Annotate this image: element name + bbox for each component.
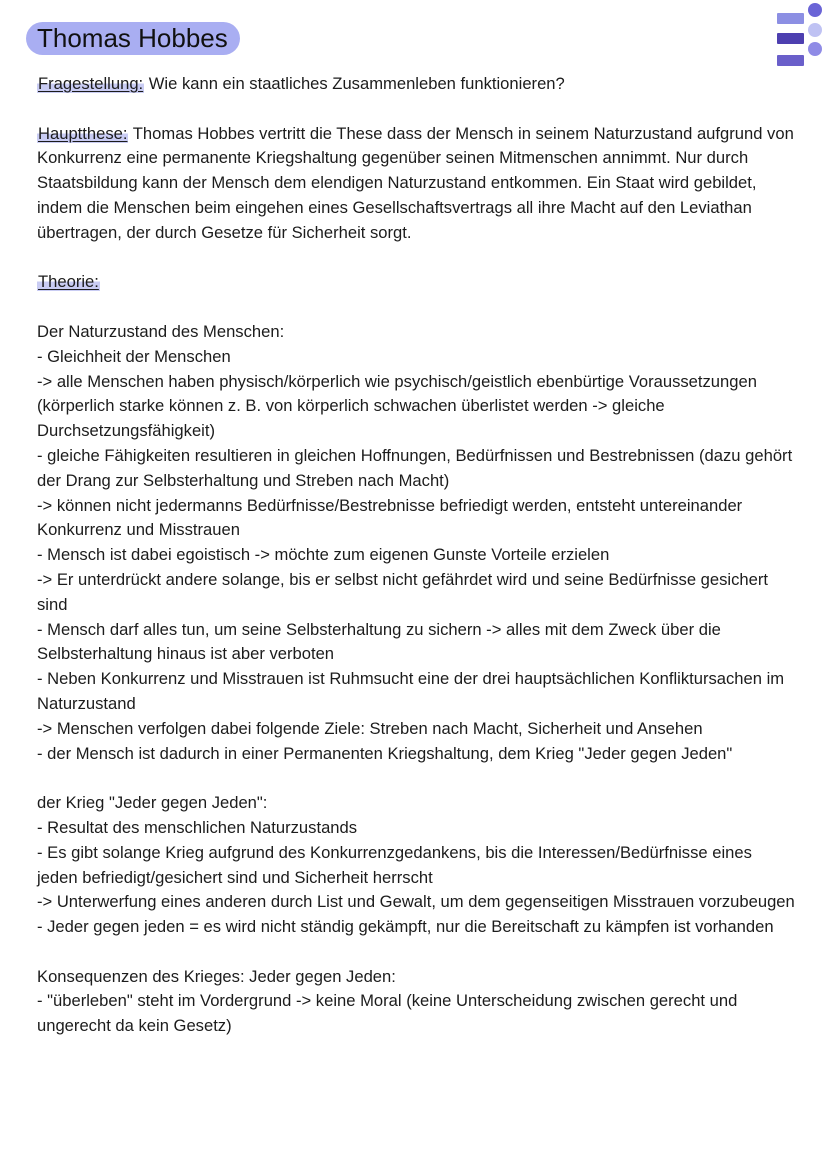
list-item: - Mensch darf alles tun, um seine Selbsterhaltung zu sichern -> alles mit dem Zweck über die Selbsterhaltung hinaus ist aber verboten <box>37 619 721 664</box>
list-item: - Resultat des menschlichen Naturzustands <box>37 817 358 837</box>
list-item: - Gleichheit der Menschen <box>37 346 231 366</box>
page-title: Thomas Hobbes <box>26 22 240 55</box>
thesis-paragraph <box>37 122 797 246</box>
list-item: -> Menschen verfolgen dabei folgende Ziele: Streben nach Macht, Sicherheit und Ansehen <box>37 718 703 738</box>
list-item: - Mensch ist dabei egoistisch -> möchte zum eigenen Gunste Vorteile erzielen <box>37 545 610 565</box>
section-heading-konsequenzen: Konsequenzen des Krieges: Jeder gegen Jeden: <box>37 966 396 986</box>
list-item: -> Er unterdrückt andere solange, bis er selbst nicht gefährdet wird und seine Bedürfnisse gesichert sind <box>37 569 768 614</box>
list-item: - "überleben" steht im Vordergrund -> keine Moral (keine Unterscheidung zwischen gerecht und ungerecht da kein Gesetz) <box>37 991 738 1036</box>
fragestellung-text: Wie kann ein staatliches Zusammenleben funktionieren? <box>144 74 565 93</box>
list-item: -> alle Menschen haben physisch/körperlich wie psychisch/geistlich ebenbürtige Voraussetzungen (körperlich starke können z. B. von körperlich schwachen überlistet werden -> gleiche Durchsetzungsfähigkeit) <box>37 371 757 441</box>
list-item: - Es gibt solange Krieg aufgrund des Konkurrenzgedankens, bis die Interessen/Bedürfnisse eines jeden befriedigt/gesichert sind und Sicherheit herrscht <box>37 842 752 887</box>
list-item: - Neben Konkurrenz und Misstrauen ist Ruhmsucht eine der drei hauptsächlichen Konfliktursachen im Naturzustand <box>37 669 785 713</box>
question-paragraph <box>37 72 797 97</box>
section-heading-naturzustand: Der Naturzustand des Menschen: <box>37 321 285 341</box>
notes-body <box>37 72 797 1039</box>
list-item: - der Mensch ist dadurch in einer Permanenten Kriegshaltung, dem Krieg "Jeder gegen Jeden" <box>37 743 733 763</box>
fragestellung-label: Fragestellung: <box>38 74 144 93</box>
list-item: - Jeder gegen jeden = es wird nicht ständig gekämpft, nur die Bereitschaft zu kämpfen ist vorhanden <box>37 917 774 937</box>
theorie-label: Theorie: <box>38 272 99 292</box>
theory-paragraph <box>37 270 797 295</box>
list-item: -> können nicht jedermanns Bedürfnisse/Bestrebnisse befriedigt werden, entsteht untereinander Konkurrenz und Misstrauen <box>37 495 743 540</box>
list-item: - gleiche Fähigkeiten resultieren in gleichen Hoffnungen, Bedürfnissen und Bestrebnissen (dazu gehört der Drang zur Selbsterhaltung und Streben nach Macht) <box>37 445 793 490</box>
list-item: -> Unterwerfung eines anderen durch List und Gewalt, um dem gegenseitigen Misstrauen vorzubeugen <box>37 892 795 912</box>
hauptthese-text: Thomas Hobbes vertritt die These dass der Mensch in seinem Naturzustand aufgrund von Konkurrenz eine permanente Kriegshaltung gegenüber seinen Mitmenschen annimmt. Nur durch Staatsbildung kann der Mensch dem elendigen Naturzustand entkommen. Ein Staat wird gebildet, indem die Menschen beim eingehen eines Gesellschaftsvertrags all ihre Macht auf den Leviathan übertragen, der durch Gesetze für Sicherheit sorgt. <box>37 123 794 242</box>
section-heading-krieg: der Krieg "Jeder gegen Jeden": <box>37 793 268 813</box>
hauptthese-label: Hauptthese: <box>38 123 128 143</box>
